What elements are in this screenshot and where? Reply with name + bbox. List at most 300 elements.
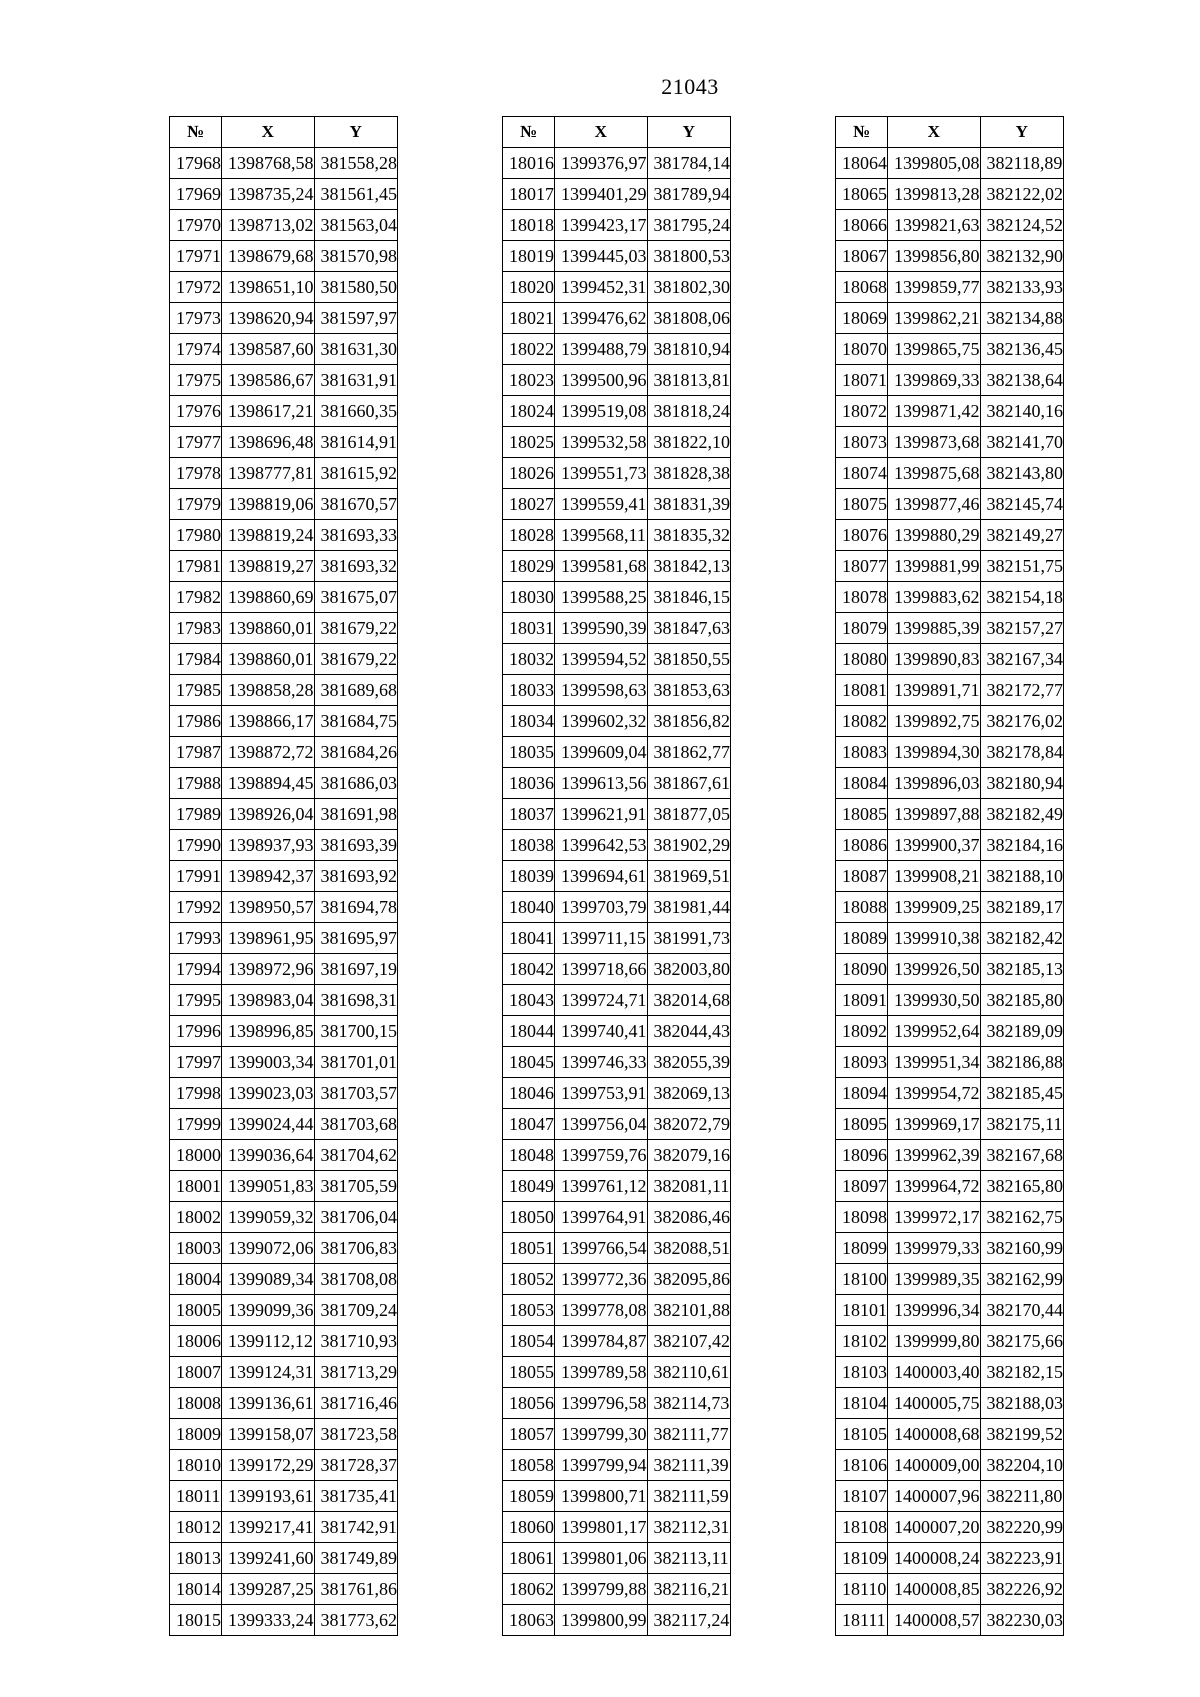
- cell-x: 1399909,25: [888, 892, 981, 923]
- cell-y: 382154,18: [980, 582, 1064, 613]
- table-row: [836, 334, 1064, 365]
- cell-point-number: 18072: [836, 396, 888, 427]
- cell-y: 381704,62: [314, 1140, 398, 1171]
- cell-x: 1399881,99: [888, 551, 981, 582]
- cell-point-number: 18068: [836, 272, 888, 303]
- cell-point-number: 17977: [170, 427, 222, 458]
- cell-x: 1399801,17: [555, 1512, 648, 1543]
- table-row: [170, 1109, 398, 1140]
- cell-x: 1400009,00: [888, 1450, 981, 1481]
- cell-x: 1399796,58: [555, 1388, 648, 1419]
- cell-x: 1399962,39: [888, 1140, 981, 1171]
- cell-x: 1399609,04: [555, 737, 648, 768]
- cell-y: 382185,13: [980, 954, 1064, 985]
- cell-point-number: 18056: [503, 1388, 555, 1419]
- cell-x: 1399124,31: [222, 1357, 315, 1388]
- cell-y: 381561,45: [314, 179, 398, 210]
- cell-point-number: 17968: [170, 148, 222, 179]
- table-row: [836, 1233, 1064, 1264]
- cell-point-number: 18044: [503, 1016, 555, 1047]
- cell-x: 1399856,80: [888, 241, 981, 272]
- table-row: [170, 1171, 398, 1202]
- cell-x: 1400008,57: [888, 1605, 981, 1636]
- cell-x: 1399873,68: [888, 427, 981, 458]
- table-row: [836, 551, 1064, 582]
- cell-y: 381697,19: [314, 954, 398, 985]
- cell-point-number: 18055: [503, 1357, 555, 1388]
- cell-point-number: 17993: [170, 923, 222, 954]
- cell-point-number: 18041: [503, 923, 555, 954]
- table-row: [836, 830, 1064, 861]
- cell-y: 381847,63: [647, 613, 731, 644]
- cell-x: 1399862,21: [888, 303, 981, 334]
- cell-y: 382160,99: [980, 1233, 1064, 1264]
- cell-y: 381703,57: [314, 1078, 398, 1109]
- table-row: [503, 644, 731, 675]
- table-row: [503, 1202, 731, 1233]
- table-row: [836, 768, 1064, 799]
- table-row: [170, 644, 398, 675]
- cell-x: 1398713,02: [222, 210, 315, 241]
- cell-y: 381842,13: [647, 551, 731, 582]
- cell-x: 1399756,04: [555, 1109, 648, 1140]
- cell-x: 1398950,57: [222, 892, 315, 923]
- table-row: [503, 923, 731, 954]
- cell-point-number: 18022: [503, 334, 555, 365]
- cell-x: 1400007,20: [888, 1512, 981, 1543]
- table-row: [836, 210, 1064, 241]
- table-row: [170, 1481, 398, 1512]
- cell-x: 1399376,97: [555, 148, 648, 179]
- cell-y: 381742,91: [314, 1512, 398, 1543]
- cell-point-number: 18033: [503, 675, 555, 706]
- table-row: [503, 1295, 731, 1326]
- table-row: [836, 954, 1064, 985]
- cell-y: 381831,39: [647, 489, 731, 520]
- cell-y: 382230,03: [980, 1605, 1064, 1636]
- cell-x: 1399568,11: [555, 520, 648, 551]
- cell-x: 1399500,96: [555, 365, 648, 396]
- header-x: X: [888, 117, 981, 148]
- cell-x: 1398983,04: [222, 985, 315, 1016]
- cell-y: 381789,94: [647, 179, 731, 210]
- cell-point-number: 18027: [503, 489, 555, 520]
- cell-x: 1399488,79: [555, 334, 648, 365]
- cell-y: 382113,11: [647, 1543, 731, 1574]
- cell-x: 1398937,93: [222, 830, 315, 861]
- table-row: [170, 148, 398, 179]
- table-row: [170, 1512, 398, 1543]
- cell-y: 382055,39: [647, 1047, 731, 1078]
- cell-point-number: 18029: [503, 551, 555, 582]
- cell-y: 381693,39: [314, 830, 398, 861]
- table-row: [170, 1450, 398, 1481]
- table-row: [503, 1264, 731, 1295]
- cell-x: 1399989,35: [888, 1264, 981, 1295]
- cell-point-number: 18049: [503, 1171, 555, 1202]
- table-row: [836, 1326, 1064, 1357]
- cell-y: 381735,41: [314, 1481, 398, 1512]
- cell-x: 1399799,94: [555, 1450, 648, 1481]
- cell-point-number: 18001: [170, 1171, 222, 1202]
- cell-y: 381693,32: [314, 551, 398, 582]
- cell-x: 1399894,30: [888, 737, 981, 768]
- table-row: [170, 272, 398, 303]
- cell-x: 1399401,29: [555, 179, 648, 210]
- cell-y: 382124,52: [980, 210, 1064, 241]
- cell-point-number: 18102: [836, 1326, 888, 1357]
- cell-x: 1399896,03: [888, 768, 981, 799]
- cell-y: 382176,02: [980, 706, 1064, 737]
- cell-y: 382182,15: [980, 1357, 1064, 1388]
- cell-y: 382189,17: [980, 892, 1064, 923]
- table-row: [170, 303, 398, 334]
- cell-x: 1399718,66: [555, 954, 648, 985]
- cell-point-number: 18050: [503, 1202, 555, 1233]
- cell-y: 382107,42: [647, 1326, 731, 1357]
- cell-point-number: 18021: [503, 303, 555, 334]
- cell-point-number: 18065: [836, 179, 888, 210]
- cell-point-number: 18043: [503, 985, 555, 1016]
- coordinate-table-3: [835, 116, 1064, 1636]
- cell-point-number: 18092: [836, 1016, 888, 1047]
- cell-point-number: 18084: [836, 768, 888, 799]
- cell-y: 382211,80: [980, 1481, 1064, 1512]
- cell-y: 382110,61: [647, 1357, 731, 1388]
- cell-y: 382184,16: [980, 830, 1064, 861]
- cell-y: 382111,39: [647, 1450, 731, 1481]
- cell-x: 1399532,58: [555, 427, 648, 458]
- cell-y: 381867,61: [647, 768, 731, 799]
- cell-point-number: 18091: [836, 985, 888, 1016]
- cell-x: 1399023,03: [222, 1078, 315, 1109]
- cell-y: 381597,97: [314, 303, 398, 334]
- cell-point-number: 18018: [503, 210, 555, 241]
- cell-point-number: 17979: [170, 489, 222, 520]
- cell-x: 1399136,61: [222, 1388, 315, 1419]
- table-row: [170, 1016, 398, 1047]
- table-row: [836, 179, 1064, 210]
- table-row: [836, 706, 1064, 737]
- table-row: [170, 458, 398, 489]
- table-row: [170, 1357, 398, 1388]
- cell-y: 382162,75: [980, 1202, 1064, 1233]
- table-row: [503, 1450, 731, 1481]
- cell-y: 381691,98: [314, 799, 398, 830]
- cell-point-number: 18067: [836, 241, 888, 272]
- cell-x: 1399764,91: [555, 1202, 648, 1233]
- table-row: [836, 1295, 1064, 1326]
- cell-y: 381701,01: [314, 1047, 398, 1078]
- cell-y: 381684,75: [314, 706, 398, 737]
- cell-x: 1399897,88: [888, 799, 981, 830]
- cell-point-number: 18054: [503, 1326, 555, 1357]
- table-row: [836, 861, 1064, 892]
- cell-x: 1400007,96: [888, 1481, 981, 1512]
- cell-y: 382162,99: [980, 1264, 1064, 1295]
- cell-point-number: 17987: [170, 737, 222, 768]
- cell-y: 382223,91: [980, 1543, 1064, 1574]
- table-row: [503, 1388, 731, 1419]
- cell-x: 1399551,73: [555, 458, 648, 489]
- cell-point-number: 17984: [170, 644, 222, 675]
- cell-x: 1399445,03: [555, 241, 648, 272]
- cell-point-number: 18096: [836, 1140, 888, 1171]
- table-row: [170, 1264, 398, 1295]
- cell-y: 381828,38: [647, 458, 731, 489]
- cell-point-number: 18080: [836, 644, 888, 675]
- cell-x: 1399972,17: [888, 1202, 981, 1233]
- cell-point-number: 17971: [170, 241, 222, 272]
- cell-point-number: 18030: [503, 582, 555, 613]
- cell-x: 1399590,39: [555, 613, 648, 644]
- cell-y: 382151,75: [980, 551, 1064, 582]
- cell-x: 1398819,24: [222, 520, 315, 551]
- cell-y: 382117,24: [647, 1605, 731, 1636]
- cell-point-number: 17970: [170, 210, 222, 241]
- cell-point-number: 18105: [836, 1419, 888, 1450]
- cell-point-number: 18071: [836, 365, 888, 396]
- table-row: [170, 1078, 398, 1109]
- cell-point-number: 18010: [170, 1450, 222, 1481]
- cell-x: 1398819,27: [222, 551, 315, 582]
- cell-point-number: 18051: [503, 1233, 555, 1264]
- cell-y: 382220,99: [980, 1512, 1064, 1543]
- cell-x: 1399588,25: [555, 582, 648, 613]
- cell-point-number: 18045: [503, 1047, 555, 1078]
- table-row: [503, 1233, 731, 1264]
- table-row: [503, 210, 731, 241]
- cell-y: 381695,97: [314, 923, 398, 954]
- cell-x: 1399877,46: [888, 489, 981, 520]
- cell-y: 382111,59: [647, 1481, 731, 1512]
- cell-y: 381706,83: [314, 1233, 398, 1264]
- table-row: [836, 1574, 1064, 1605]
- cell-x: 1399241,60: [222, 1543, 315, 1574]
- table-row: [170, 1295, 398, 1326]
- cell-y: 381813,81: [647, 365, 731, 396]
- cell-x: 1399172,29: [222, 1450, 315, 1481]
- table-row: [836, 303, 1064, 334]
- cell-point-number: 18046: [503, 1078, 555, 1109]
- cell-y: 382157,27: [980, 613, 1064, 644]
- table-row: [836, 1264, 1064, 1295]
- table-row: [170, 768, 398, 799]
- table-row: [503, 954, 731, 985]
- cell-x: 1399891,71: [888, 675, 981, 706]
- table-row: [836, 489, 1064, 520]
- cell-point-number: 18076: [836, 520, 888, 551]
- table-row: [836, 1047, 1064, 1078]
- table-row: [170, 799, 398, 830]
- cell-y: 382079,16: [647, 1140, 731, 1171]
- cell-y: 381698,31: [314, 985, 398, 1016]
- cell-x: 1398735,24: [222, 179, 315, 210]
- cell-point-number: 18082: [836, 706, 888, 737]
- cell-point-number: 18048: [503, 1140, 555, 1171]
- table-row: [170, 923, 398, 954]
- cell-y: 381675,07: [314, 582, 398, 613]
- table-row: [170, 1388, 398, 1419]
- cell-y: 381800,53: [647, 241, 731, 272]
- cell-point-number: 17980: [170, 520, 222, 551]
- table-row: [503, 1140, 731, 1171]
- cell-y: 382122,02: [980, 179, 1064, 210]
- cell-y: 381761,86: [314, 1574, 398, 1605]
- cell-point-number: 18093: [836, 1047, 888, 1078]
- page-number: 21043: [661, 74, 719, 99]
- cell-y: 381614,91: [314, 427, 398, 458]
- cell-point-number: 18062: [503, 1574, 555, 1605]
- cell-x: 1399711,15: [555, 923, 648, 954]
- cell-y: 382175,66: [980, 1326, 1064, 1357]
- cell-y: 381728,37: [314, 1450, 398, 1481]
- cell-point-number: 18009: [170, 1419, 222, 1450]
- cell-x: 1398777,81: [222, 458, 315, 489]
- cell-x: 1399951,34: [888, 1047, 981, 1078]
- header-y: Y: [980, 117, 1064, 148]
- cell-x: 1398961,95: [222, 923, 315, 954]
- table-row: [170, 396, 398, 427]
- cell-point-number: 18059: [503, 1481, 555, 1512]
- table-header-row: [170, 117, 398, 148]
- table-row: [170, 210, 398, 241]
- cell-y: 382133,93: [980, 272, 1064, 303]
- table-row: [170, 675, 398, 706]
- table-row: [170, 613, 398, 644]
- cell-point-number: 18090: [836, 954, 888, 985]
- table-row: [836, 1450, 1064, 1481]
- cell-x: 1398972,96: [222, 954, 315, 985]
- table-row: [503, 1481, 731, 1512]
- cell-y: 381563,04: [314, 210, 398, 241]
- cell-point-number: 18047: [503, 1109, 555, 1140]
- cell-y: 381723,58: [314, 1419, 398, 1450]
- cell-y: 381570,98: [314, 241, 398, 272]
- cell-x: 1399072,06: [222, 1233, 315, 1264]
- cell-y: 382182,49: [980, 799, 1064, 830]
- cell-x: 1399613,56: [555, 768, 648, 799]
- cell-point-number: 18026: [503, 458, 555, 489]
- cell-x: 1399112,12: [222, 1326, 315, 1357]
- table-row: [170, 1326, 398, 1357]
- table-row: [836, 148, 1064, 179]
- cell-x: 1398858,28: [222, 675, 315, 706]
- table-row: [170, 520, 398, 551]
- coordinate-table-2: [502, 116, 731, 1636]
- cell-point-number: 18083: [836, 737, 888, 768]
- cell-point-number: 18111: [836, 1605, 888, 1636]
- cell-y: 381850,55: [647, 644, 731, 675]
- cell-point-number: 18007: [170, 1357, 222, 1388]
- cell-y: 381802,30: [647, 272, 731, 303]
- cell-x: 1399598,63: [555, 675, 648, 706]
- table-row: [170, 985, 398, 1016]
- cell-x: 1399753,91: [555, 1078, 648, 1109]
- cell-y: 382118,89: [980, 148, 1064, 179]
- cell-point-number: 18086: [836, 830, 888, 861]
- cell-y: 381693,92: [314, 861, 398, 892]
- cell-y: 382188,10: [980, 861, 1064, 892]
- cell-y: 382140,16: [980, 396, 1064, 427]
- cell-y: 381679,22: [314, 613, 398, 644]
- table-row: [836, 1543, 1064, 1574]
- table-row: [503, 396, 731, 427]
- cell-y: 381703,68: [314, 1109, 398, 1140]
- cell-x: 1398819,06: [222, 489, 315, 520]
- cell-y: 382088,51: [647, 1233, 731, 1264]
- table-row: [503, 1326, 731, 1357]
- cell-x: 1399890,83: [888, 644, 981, 675]
- cell-point-number: 18003: [170, 1233, 222, 1264]
- cell-point-number: 18103: [836, 1357, 888, 1388]
- cell-y: 381808,06: [647, 303, 731, 334]
- table-header-row: [836, 117, 1064, 148]
- table-row: [503, 241, 731, 272]
- cell-x: 1400008,85: [888, 1574, 981, 1605]
- cell-point-number: 18073: [836, 427, 888, 458]
- table-row: [170, 489, 398, 520]
- cell-x: 1399880,29: [888, 520, 981, 551]
- cell-x: 1400005,75: [888, 1388, 981, 1419]
- table-row: [503, 303, 731, 334]
- cell-point-number: 18039: [503, 861, 555, 892]
- cell-x: 1399423,17: [555, 210, 648, 241]
- cell-point-number: 18006: [170, 1326, 222, 1357]
- cell-y: 381693,33: [314, 520, 398, 551]
- cell-y: 382170,44: [980, 1295, 1064, 1326]
- cell-point-number: 18087: [836, 861, 888, 892]
- table-row: [170, 861, 398, 892]
- table-row: [503, 1171, 731, 1202]
- table-row: [836, 365, 1064, 396]
- table-row: [170, 892, 398, 923]
- cell-y: 381700,15: [314, 1016, 398, 1047]
- cell-point-number: 18101: [836, 1295, 888, 1326]
- cell-y: 382204,10: [980, 1450, 1064, 1481]
- cell-y: 381694,78: [314, 892, 398, 923]
- cell-x: 1399766,54: [555, 1233, 648, 1264]
- cell-point-number: 18074: [836, 458, 888, 489]
- table-row: [836, 985, 1064, 1016]
- cell-x: 1399703,79: [555, 892, 648, 923]
- cell-y: 381784,14: [647, 148, 731, 179]
- header-y: Y: [647, 117, 731, 148]
- cell-y: 382145,74: [980, 489, 1064, 520]
- cell-x: 1399952,64: [888, 1016, 981, 1047]
- cell-x: 1399813,28: [888, 179, 981, 210]
- cell-x: 1399883,62: [888, 582, 981, 613]
- cell-point-number: 18015: [170, 1605, 222, 1636]
- cell-y: 382095,86: [647, 1264, 731, 1295]
- cell-x: 1399926,50: [888, 954, 981, 985]
- cell-point-number: 18011: [170, 1481, 222, 1512]
- table-row: [170, 1419, 398, 1450]
- table-row: [503, 179, 731, 210]
- cell-x: 1399476,62: [555, 303, 648, 334]
- cell-point-number: 18000: [170, 1140, 222, 1171]
- cell-y: 382141,70: [980, 427, 1064, 458]
- cell-x: 1399799,88: [555, 1574, 648, 1605]
- table-row: [170, 1233, 398, 1264]
- cell-point-number: 17974: [170, 334, 222, 365]
- cell-y: 382172,77: [980, 675, 1064, 706]
- cell-point-number: 18085: [836, 799, 888, 830]
- cell-y: 381679,22: [314, 644, 398, 675]
- cell-x: 1399761,12: [555, 1171, 648, 1202]
- cell-x: 1399746,33: [555, 1047, 648, 1078]
- cell-x: 1399979,33: [888, 1233, 981, 1264]
